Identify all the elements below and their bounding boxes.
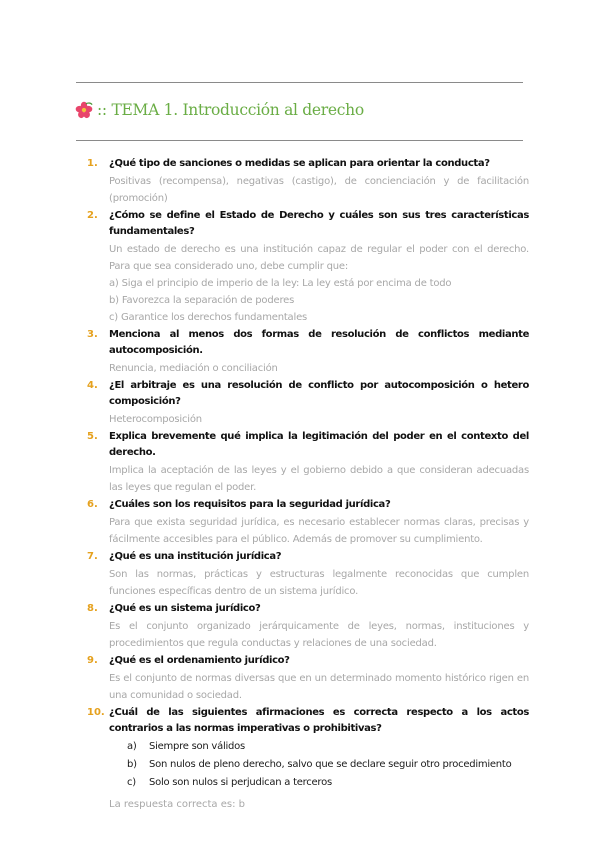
question-item bbox=[87, 378, 529, 428]
answer-text bbox=[109, 360, 529, 377]
answer-text bbox=[109, 514, 529, 548]
answer-line: Implica la aceptación de las leyes y el gobierno debido a que consideran adecuadas las leyes que regulan el poder. bbox=[109, 465, 529, 493]
title-text: TEMA 1. Introducción al derecho bbox=[111, 101, 364, 119]
question-text: ¿Qué tipo de sanciones o medidas se aplican para orientar la conducta? bbox=[109, 158, 490, 169]
question-number: 5. bbox=[87, 431, 98, 442]
question-text: ¿Cuáles son los requisitos para la seguridad jurídica? bbox=[109, 499, 391, 510]
question-text: ¿Qué es una institución jurídica? bbox=[109, 551, 282, 562]
question-item bbox=[87, 653, 529, 704]
answer-line: Un estado de derecho es una institución capaz de regular el poder con el derecho. Para que sea considerado uno, debe cumplir que: bbox=[109, 244, 529, 272]
option-text: Siempre son válidos bbox=[149, 741, 245, 752]
top-divider bbox=[76, 82, 523, 83]
option-text: Solo son nulos si perjudican a terceros bbox=[149, 777, 332, 788]
answer-line: Son las normas, prácticas y estructuras legalmente reconocidas que cumplen funciones específicas dentro de un sistema jurídico. bbox=[109, 569, 529, 597]
correct-answer-text: La respuesta correcta es: b bbox=[109, 799, 245, 810]
question-text: ¿Cuál de las siguientes afirmaciones es correcta respecto a los actos contrarios a las normas imperativas o prohibitivas? bbox=[109, 707, 529, 734]
question-item bbox=[87, 156, 529, 207]
answer-text bbox=[109, 670, 529, 704]
answer-text bbox=[109, 618, 529, 652]
answer-text bbox=[109, 462, 529, 496]
question-item bbox=[87, 497, 529, 548]
question-number: 7. bbox=[87, 551, 98, 562]
question-text: ¿Qué es un sistema jurídico? bbox=[109, 603, 261, 614]
option-label: a) bbox=[127, 741, 137, 752]
question-item bbox=[87, 208, 529, 326]
question-number: 3. bbox=[87, 329, 98, 340]
question-item bbox=[87, 601, 529, 652]
question-number: 1. bbox=[87, 158, 98, 169]
option-item bbox=[109, 756, 529, 774]
question-number: 8. bbox=[87, 603, 98, 614]
question-text: ¿El arbitraje es una resolución de conflicto por autocomposición o hetero composición? bbox=[109, 380, 529, 407]
answer-line: Es el conjunto organizado jerárquicamente de leyes, normas, instituciones y procedimientos que regula conductas y relaciones de una sociedad. bbox=[109, 621, 529, 649]
answer-line: b) Favorezca la separación de poderes bbox=[109, 295, 295, 306]
question-number: 4. bbox=[87, 380, 98, 391]
question-number: 2. bbox=[87, 210, 98, 221]
answer-text bbox=[109, 566, 529, 600]
title-prefix: :: bbox=[97, 101, 112, 119]
answer-text bbox=[109, 173, 529, 207]
page-title bbox=[75, 101, 364, 119]
answer-line: Es el conjunto de normas diversas que en un determinado momento histórico rigen en una comunidad o sociedad. bbox=[109, 673, 529, 701]
question-text: Menciona al menos dos formas de resolución de conflictos mediante autocomposición. bbox=[109, 329, 529, 356]
question-number: 6. bbox=[87, 499, 98, 510]
answer-line: Heterocomposición bbox=[109, 414, 202, 425]
hibiscus-flower-icon bbox=[75, 101, 93, 119]
question-item bbox=[87, 429, 529, 496]
question-text: Explica brevemente qué implica la legitimación del poder en el contexto del derecho. bbox=[109, 431, 529, 458]
answer-text bbox=[109, 411, 529, 428]
option-item bbox=[109, 738, 529, 756]
answer-line: Para que exista seguridad jurídica, es necesario establecer normas claras, precisas y fácilmente accesibles para el público. Además de promover su cumplimiento. bbox=[109, 517, 529, 545]
option-item bbox=[109, 774, 529, 792]
option-text: Son nulos de pleno derecho, salvo que se declare seguir otro procedimiento bbox=[149, 759, 512, 770]
question-item bbox=[87, 549, 529, 600]
question-number: 9. bbox=[87, 655, 98, 666]
answer-line: c) Garantice los derechos fundamentales bbox=[109, 312, 308, 323]
question-number: 10. bbox=[87, 707, 105, 718]
question-text: ¿Qué es el ordenamiento jurídico? bbox=[109, 655, 290, 666]
answer-text bbox=[109, 241, 529, 326]
answer-line: a) Siga el principio de imperio de la ley: La ley está por encima de todo bbox=[109, 278, 452, 289]
bottom-divider bbox=[76, 140, 523, 141]
option-label: b) bbox=[127, 759, 137, 770]
question-list bbox=[87, 156, 529, 813]
question-item bbox=[87, 705, 529, 813]
question-item bbox=[87, 327, 529, 377]
question-text: ¿Cómo se define el Estado de Derecho y cuáles son sus tres características fundamentales? bbox=[109, 210, 529, 237]
options-list bbox=[109, 738, 529, 792]
answer-line: Renuncia, mediación o conciliación bbox=[109, 363, 278, 374]
answer-line: Positivas (recompensa), negativas (castigo), de concienciación y de facilitación (promoción) bbox=[109, 176, 529, 204]
option-label: c) bbox=[127, 777, 136, 788]
